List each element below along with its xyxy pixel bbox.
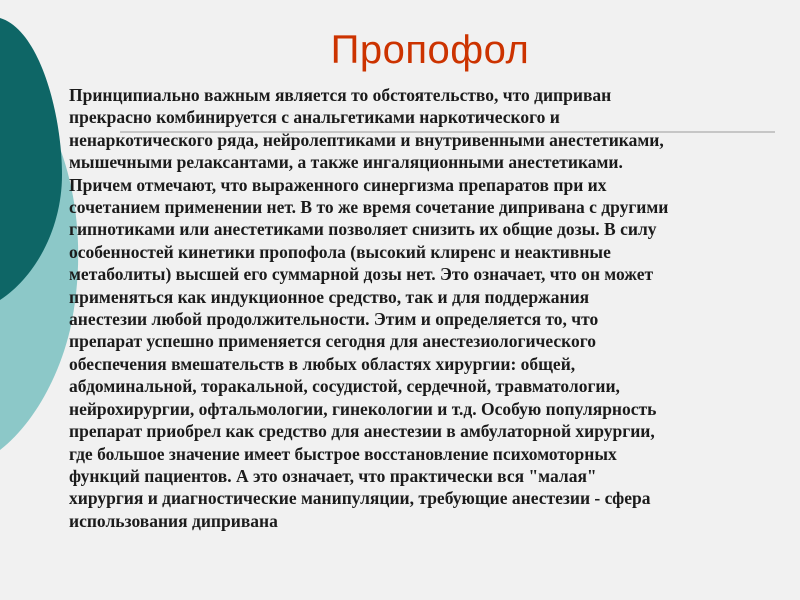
slide-title: Пропофол	[330, 28, 530, 72]
slide-body-text: Принципиально важным является то обстоятельство, что диприван прекрасно комбинируется с анальгетиками наркотического и ненаркотического ряда, нейролептиками и внутривенными анестетиками, мышечными релаксантами, а также ингаляционными анестетиками. Причем отмечают, что выраженного синергизма препаратов при их сочетанием применении нет. В то же время сочетание диприванa с другими гипнотиками или анестетиками позволяет снизить их общие дозы. В силу особенностей кинетики пропофола (высокий клиренс и неактивные метаболиты) высшей его суммарной дозы нет. Это означает, что он может применяться как индукционное средство, так и для поддержания анестезии любой продолжительности. Этим и определяется то, что препарат успешно применяется сегодня для анестезиологического обеспечения вмешательств в любых областях хирургии: общей, абдоминальной, торакальной, сосудистой, сердечной, травматологии, нейрохирургии, офтальмологии, гинекологии и т.д. Особую популярность препарат приобрел как средство для анестезии в амбулаторной хирургии, где большое значение имеет быстрое восстановление психомоторных функций пациентов. А это означает, что практически вся "малая" хирургия и диагностические манипуляции, требующие анестезии - сфера использования дипривана	[69, 85, 669, 531]
